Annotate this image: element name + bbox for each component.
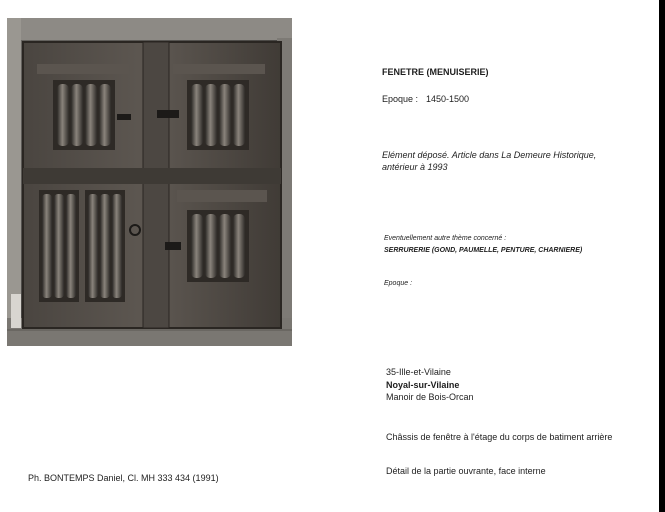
epoque-2-label: Epoque : xyxy=(384,280,413,287)
epoque-value: 1450-1500 xyxy=(426,94,470,104)
note-line-1: Elément déposé. Article dans La Demeure Historique, xyxy=(382,150,597,160)
note-line-2: antérieur à 1993 xyxy=(382,162,448,172)
location-site: Manoir de Bois-Orcan xyxy=(386,392,474,402)
location-commune: Noyal-sur-Vilaine xyxy=(386,380,460,390)
page-edge xyxy=(659,0,665,512)
document-title: FENETRE (MENUISERIE) xyxy=(382,67,489,77)
description-line-1: Châssis de fenêtre à l'étage du corps de batiment arrière xyxy=(386,432,613,442)
photo-credit: Ph. BONTEMPS Daniel, Cl. MH 333 434 (1991) xyxy=(28,473,219,483)
theme-value: SERRURERIE (GOND, PAUMELLE, PENTURE, CHARNIERE) xyxy=(384,247,583,254)
epoque-label: Epoque : xyxy=(382,94,419,104)
theme-label: Eventuellement autre thème concerné : xyxy=(384,235,507,242)
photo-wooden-window-shutters xyxy=(7,18,292,346)
description-line-2: Détail de la partie ouvrante, face interne xyxy=(386,466,546,476)
location-department: 35-Ille-et-Vilaine xyxy=(386,367,451,377)
